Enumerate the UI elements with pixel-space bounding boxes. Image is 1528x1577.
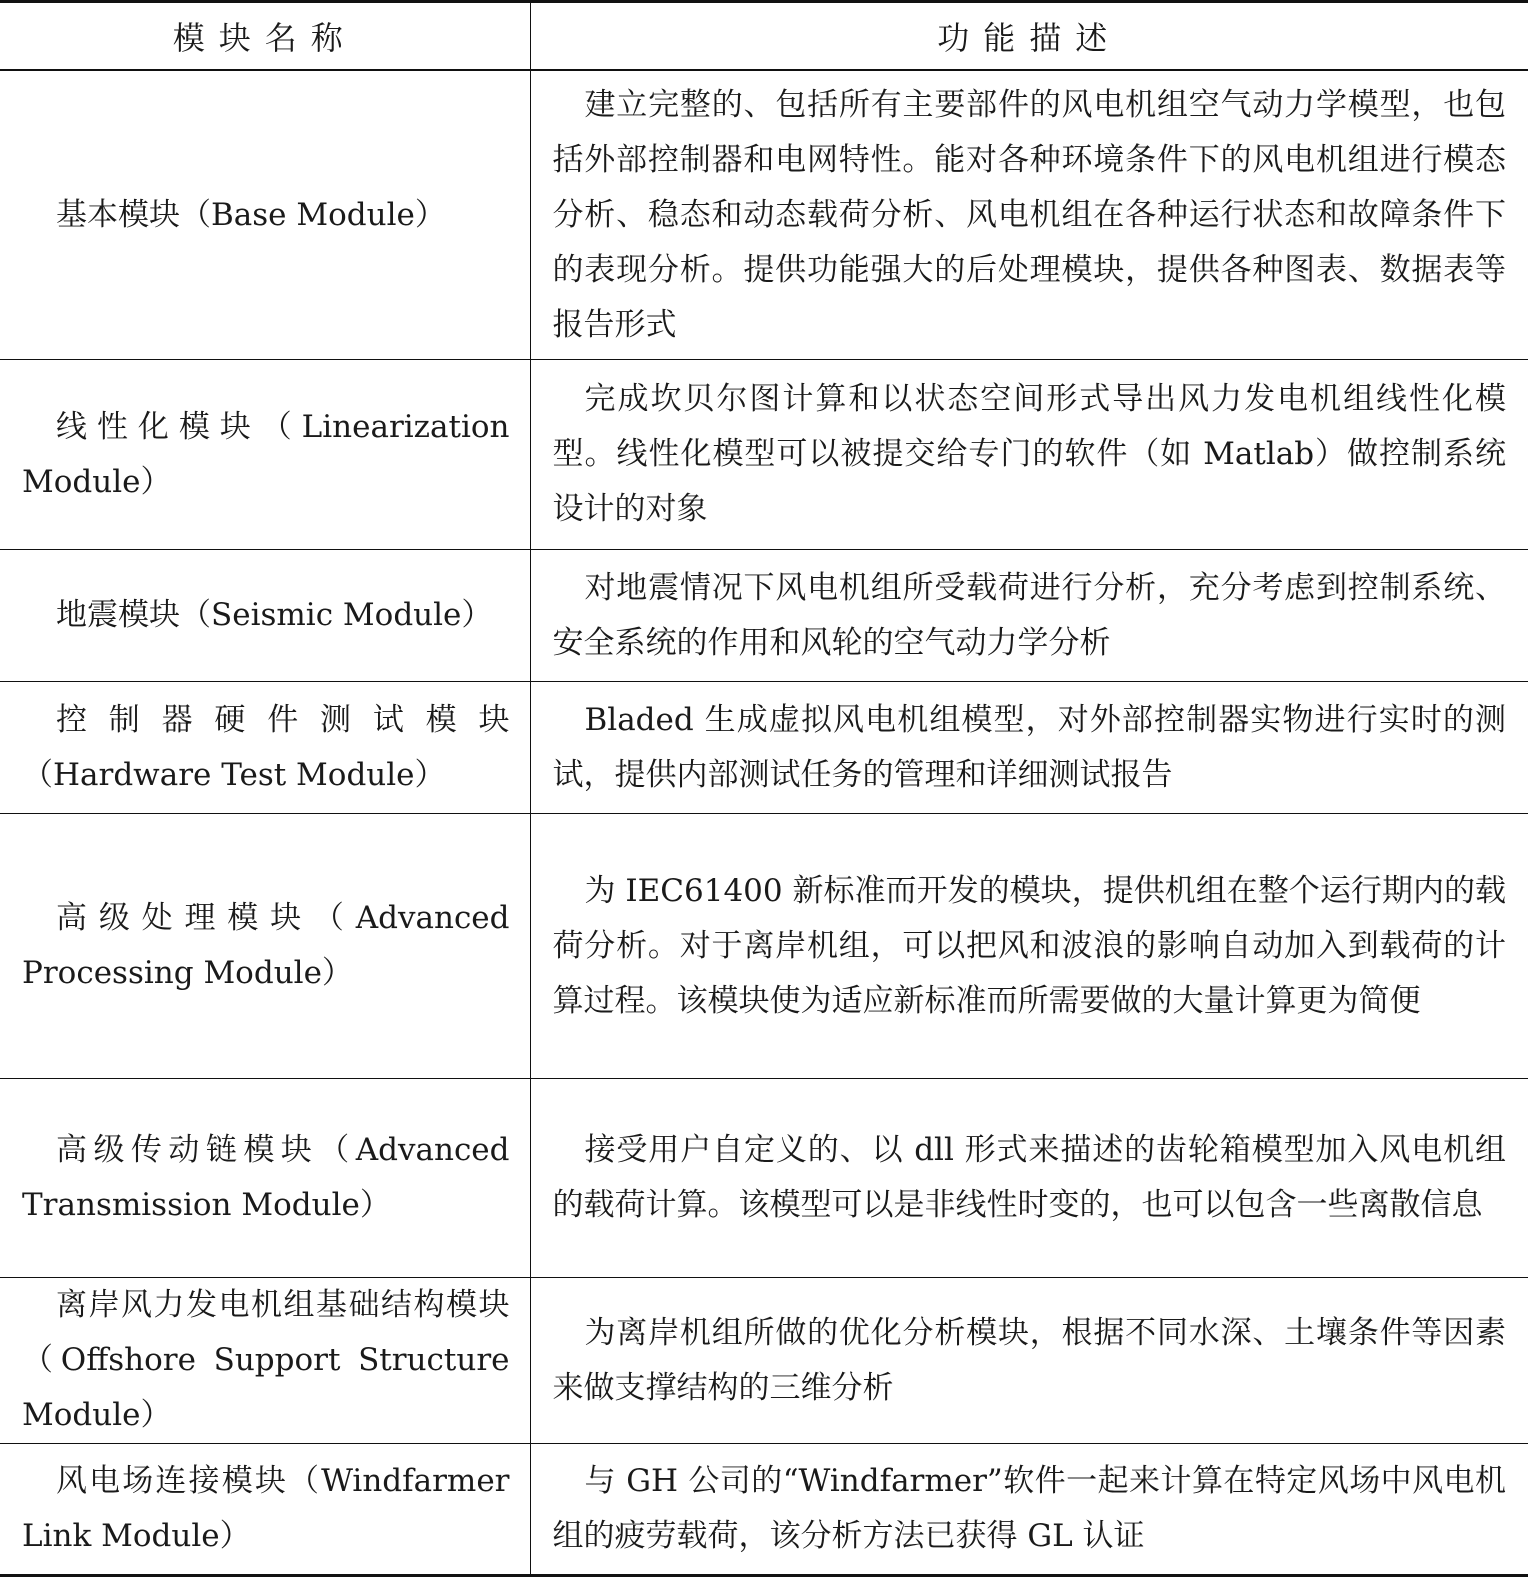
module-description-cell: 对地震情况下风电机组所受载荷进行分析，充分考虑到控制系统、安全系统的作用和风轮的空气动力学分析 xyxy=(530,550,1528,682)
table-row xyxy=(0,814,1528,1079)
table-row xyxy=(0,70,1528,360)
module-name-cell: 线性化模块（Linearization Module） xyxy=(0,360,530,550)
table-row xyxy=(0,1278,1528,1444)
module-description-cell: 为 IEC61400 新标准而开发的模块，提供机组在整个运行期内的载荷分析。对于离岸机组，可以把风和波浪的影响自动加入到载荷的计算过程。该模块使为适应新标准而所需要做的大量计算更为简便 xyxy=(530,814,1528,1079)
module-name-cell: 高级处理模块（Advanced Processing Module） xyxy=(0,814,530,1079)
table-row xyxy=(0,682,1528,814)
table-row xyxy=(0,360,1528,550)
module-description-cell: 为离岸机组所做的优化分析模块，根据不同水深、土壤条件等因素来做支撑结构的三维分析 xyxy=(530,1278,1528,1444)
module-description-cell: 完成坎贝尔图计算和以状态空间形式导出风力发电机组线性化模型。线性化模型可以被提交给专门的软件（如 Matlab）做控制系统设计的对象 xyxy=(530,360,1528,550)
table-row xyxy=(0,550,1528,682)
module-name-cell: 地震模块（Seismic Module） xyxy=(0,550,530,682)
table-row xyxy=(0,1444,1528,1576)
module-name-cell: 控制器硬件测试模块（Hardware Test Module） xyxy=(0,682,530,814)
module-name-cell: 高级传动链模块（Advanced Transmission Module） xyxy=(0,1079,530,1278)
module-description-cell: Bladed 生成虚拟风电机组模型，对外部控制器实物进行实时的测试，提供内部测试任务的管理和详细测试报告 xyxy=(530,682,1528,814)
module-description-cell: 建立完整的、包括所有主要部件的风电机组空气动力学模型，也包括外部控制器和电网特性。能对各种环境条件下的风电机组进行模态分析、稳态和动态载荷分析、风电机组在各种运行状态和故障条件下的表现分析。提供功能强大的后处理模块，提供各种图表、数据表等报告形式 xyxy=(530,70,1528,360)
module-description-cell: 接受用户自定义的、以 dll 形式来描述的齿轮箱模型加入风电机组的载荷计算。该模型可以是非线性时变的，也可以包含一些离散信息 xyxy=(530,1079,1528,1278)
module-description-cell: 与 GH 公司的“Windfarmer”软件一起来计算在特定风场中风电机组的疲劳载荷，该分析方法已获得 GL 认证 xyxy=(530,1444,1528,1576)
header-function-description: 功能描述 xyxy=(530,2,1528,71)
header-module-name: 模块名称 xyxy=(0,2,530,71)
header-row xyxy=(0,2,1528,71)
table-row xyxy=(0,1079,1528,1278)
module-name-cell: 基本模块（Base Module） xyxy=(0,70,530,360)
module-name-cell: 风电场连接模块（Windfarmer Link Module） xyxy=(0,1444,530,1576)
module-name-cell: 离岸风力发电机组基础结构模块（Offshore Support Structure Module） xyxy=(0,1278,530,1444)
